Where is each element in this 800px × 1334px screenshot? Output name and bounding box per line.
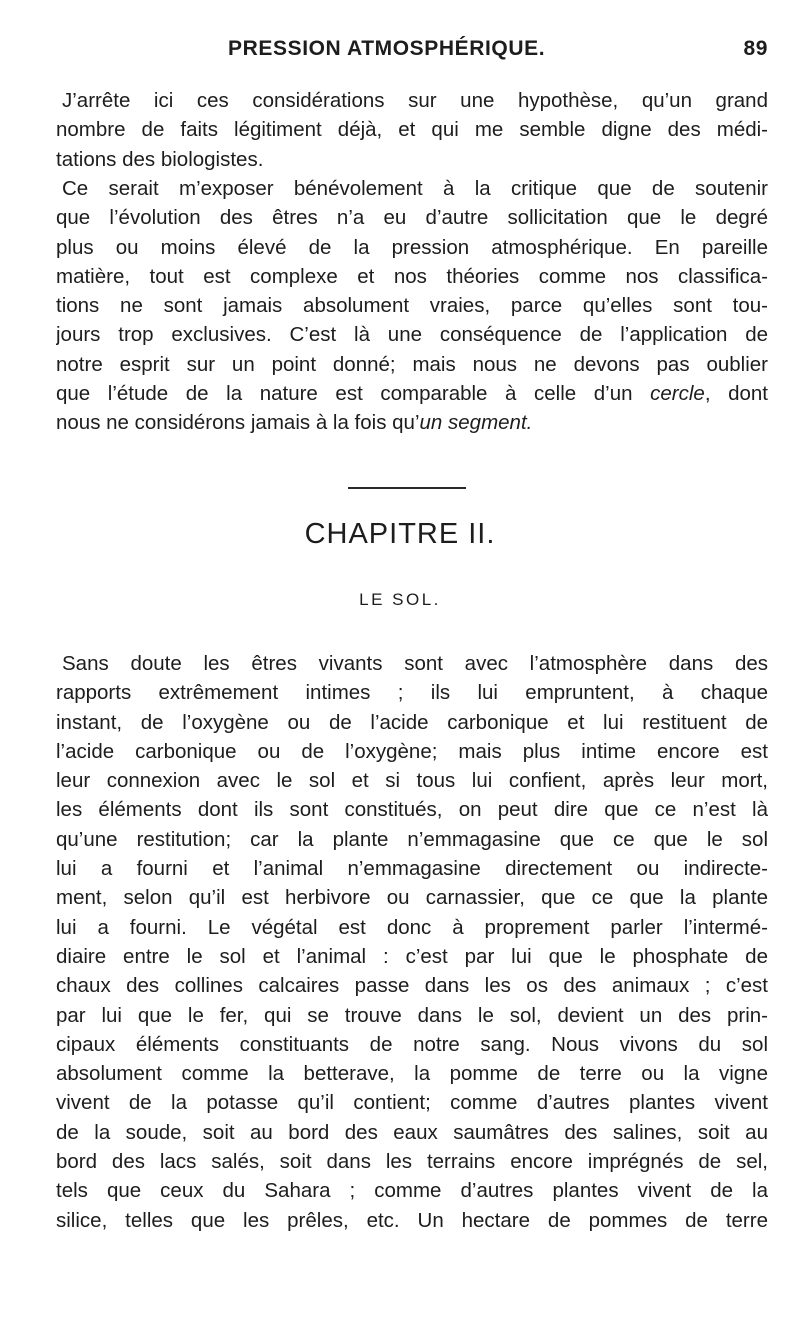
text-line: ment, selon qu’il est herbivore ou carnassier, que ce que la plante: [56, 886, 768, 910]
page-number: 89: [743, 37, 768, 60]
text-line: chaux des collines calcaires passe dans les os des animaux ; c’est: [56, 974, 768, 998]
text-line: silice, telles que les prêles, etc. Un hectare de pommes de terre: [56, 1208, 768, 1232]
text-line-with-italic: [56, 379, 768, 408]
paragraph-2: [56, 174, 768, 438]
italic-term: cercle: [650, 382, 705, 406]
text-fragment: , dont: [704, 382, 768, 406]
text-fragment: que l’étude de la nature est comparable à celle d’un: [56, 382, 633, 406]
text-line-with-italic: [56, 408, 768, 437]
paragraph-3: [56, 649, 768, 1235]
text-line: matière, tout est complexe et nos théories comme nos classifica-: [56, 264, 768, 288]
text-line: plus ou moins élevé de la pression atmosphérique. En pareille: [56, 235, 768, 259]
text-line: lui a fourni. Le végétal est donc à proprement parler l’intermé-: [56, 915, 768, 939]
text-line: J’arrête ici ces considérations sur une hypothèse, qu’un grand: [62, 89, 768, 112]
paragraph-1: [56, 86, 768, 174]
text-line: tions ne sont jamais absolument vraies, parce qu’elles sont tou-: [56, 294, 768, 318]
text-line: instant, de l’oxygène ou de l’acide carbonique et lui restituent de: [56, 710, 768, 734]
text-line: rapports extrêmement intimes ; ils lui empruntent, à chaque: [56, 681, 768, 705]
chapter-title: CHAPITRE II.: [304, 518, 496, 550]
section-divider: [348, 487, 466, 489]
text-line: nombre de faits légitiment déjà, et qui me semble digne des médi-: [56, 118, 768, 142]
text-line: Sans doute les êtres vivants sont avec l’atmosphère dans des: [62, 652, 768, 675]
text-line: tations des biologistes.: [56, 147, 264, 171]
text-line: bord des lacs salés, soit dans les terrains encore imprégnés de sel,: [56, 1150, 768, 1174]
text-line: vivent de la potasse qu’il contient; comme d’autres plantes vivent: [56, 1091, 768, 1115]
italic-term: un segment.: [419, 411, 533, 435]
text-line: par lui que le fer, qui se trouve dans le sol, devient un des prin-: [56, 1003, 768, 1027]
running-title: PRESSION ATMOSPHÉRIQUE.: [228, 37, 546, 60]
text-line: absolument comme la betterave, la pomme de terre ou la vigne: [56, 1062, 768, 1086]
section-title: LE SOL.: [359, 590, 441, 609]
text-line: les éléments dont ils sont constitués, on peut dire que ce n’est là: [56, 798, 768, 822]
text-line: Ce serait m’exposer bénévolement à la critique que de soutenir: [62, 177, 768, 200]
text-fragment: nous ne considérons jamais à la fois qu’: [56, 411, 420, 435]
text-line: leur connexion avec le sol et si tous lui confient, après leur mort,: [56, 769, 768, 793]
text-line: qu’une restitution; car la plante n’emmagasine que ce que le sol: [56, 827, 768, 851]
text-line: diaire entre le sol et l’animal : c’est par lui que le phosphate de: [56, 944, 768, 968]
text-line: jours trop exclusives. C’est là une conséquence de l’application de: [56, 323, 768, 347]
text-line: cipaux éléments constituants de notre sang. Nous vivons du sol: [56, 1032, 768, 1056]
text-line: notre esprit sur un point donné; mais nous ne devons pas oublier: [56, 352, 768, 376]
running-head: [228, 37, 768, 65]
text-line: tels que ceux du Sahara ; comme d’autres plantes vivent de la: [56, 1179, 768, 1203]
text-line: l’acide carbonique ou de l’oxygène; mais plus intime encore est: [56, 739, 768, 763]
text-line: de la soude, soit au bord des eaux saumâtres des salines, soit au: [56, 1120, 768, 1144]
text-line: que l’évolution des êtres n’a eu d’autre sollicitation que le degré: [56, 206, 768, 230]
text-line: lui a fourni et l’animal n’emmagasine directement ou indirecte-: [56, 857, 768, 881]
